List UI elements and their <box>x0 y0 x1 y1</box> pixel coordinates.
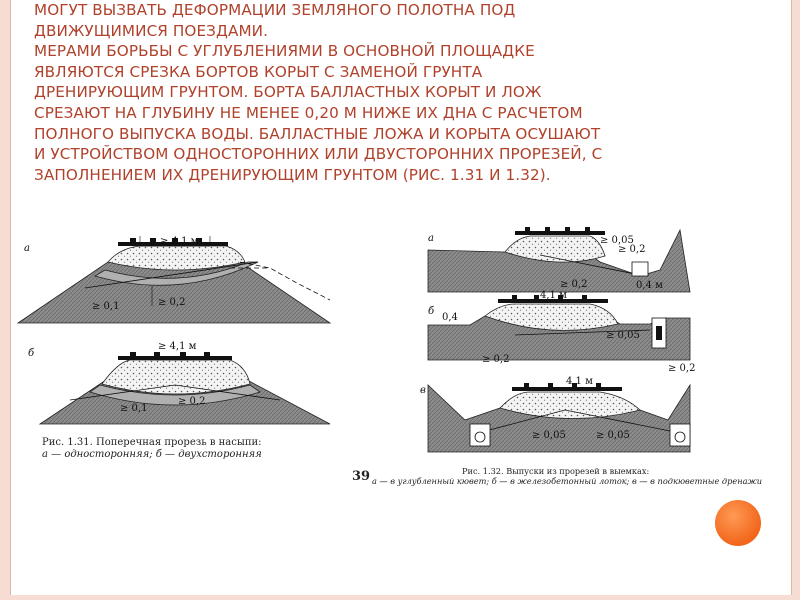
fig131-b-label: б <box>28 348 35 359</box>
fig132-a-slope02b: ≥ 0,2 <box>560 279 588 290</box>
fig132-a-slope02: ≥ 0,2 <box>618 244 646 255</box>
fig131-a-diagram <box>18 236 330 323</box>
fig131-a-width: ≥ 4,1 м <box>160 236 199 247</box>
text-line: СРЕЗАЮТ НА ГЛУБИНУ НЕ МЕНЕЕ 0,20 М НИЖЕ ИХ ДНА С РАСЧЕТОМ <box>34 103 583 122</box>
fig131-caption-line2: а — односторонняя; б — двухсторонняя <box>42 449 262 460</box>
fig132-v-label: в <box>420 385 426 396</box>
text-line: И УСТРОЙСТВОМ ОДНОСТОРОННИХ ИЛИ ДВУСТОРОННИХ ПРОРЕЗЕЙ, С <box>34 145 603 164</box>
fig132-v-diagram <box>420 376 690 452</box>
fig132-b-slope02: ≥ 0,2 <box>482 354 510 365</box>
text-line: ЯВЛЯЮТСЯ СРЕЗКА БОРТОВ КОРЫТ С ЗАМЕНОЙ ГРУНТА <box>34 62 483 81</box>
fig131-b-diagram <box>28 341 330 424</box>
fig131-a-slope01: ≥ 0,1 <box>92 301 120 312</box>
text-line: ДВИЖУЩИМИСЯ ПОЕЗДАМИ. <box>34 21 269 40</box>
fig132-b-label: б <box>428 306 435 317</box>
fig131-caption-line1: Рис. 1.31. Поперечная прорезь в насыпи: <box>42 437 262 448</box>
text-line: МЕРАМИ БОРЬБЫ С УГЛУБЛЕНИЯМИ В ОСНОВНОЙ ПЛОЩАДКЕ <box>34 42 535 61</box>
fig132-caption <box>372 466 772 486</box>
fig132-b-diagram <box>428 290 695 374</box>
fig132-b-slope005: ≥ 0,05 <box>606 330 640 341</box>
page-number: 39 <box>352 469 371 484</box>
fig132-a-depth: 0,4 м <box>636 280 663 291</box>
fig132-b-slope02b: ≥ 0,2 <box>668 363 696 374</box>
fig132-v-slope005a: ≥ 0,05 <box>532 430 566 441</box>
fig132-a-label: а <box>428 233 434 244</box>
text-line: МОГУТ ВЫЗВАТЬ ДЕФОРМАЦИИ ЗЕМЛЯНОГО ПОЛОТНА ПОД <box>34 1 516 19</box>
fig132-caption-line2: а — в углубленный кювет; б — в железобетонный лоток; в — в подкюветные дренажи <box>372 476 763 486</box>
fig132-v-width: 4,1 м <box>566 376 593 387</box>
fig132-a-diagram <box>428 227 690 292</box>
fig131-b-slope01: ≥ 0,1 <box>120 403 148 414</box>
fig132-caption-line1: Рис. 1.32. Выпуски из прорезей в выемках: <box>462 466 650 476</box>
fig132-v-slope005b: ≥ 0,05 <box>596 430 630 441</box>
text-line: ПОЛНОГО ВЫПУСКА ВОДЫ. БАЛЛАСТНЫЕ ЛОЖА И КОРЫТА ОСУШАЮТ <box>34 124 601 143</box>
fig131-b-slope02: ≥ 0,2 <box>178 396 206 407</box>
text-line: ДРЕНИРУЮЩИМ ГРУНТОМ. БОРТА БАЛЛАСТНЫХ КОРЫТ И ЛОЖ <box>34 83 542 102</box>
text-line: ЗАПОЛНЕНИЕМ ИХ ДРЕНИРУЮЩИМ ГРУНТОМ (РИС. 1.31 И 1.32). <box>34 165 551 184</box>
fig131-a-label: а <box>24 243 30 254</box>
fig132-b-width: 4,1 м <box>540 290 567 301</box>
fig132-a-slope005: ≥ 0,05 <box>600 235 634 246</box>
fig131-a-slope02: ≥ 0,2 <box>158 297 186 308</box>
fig131-b-width: ≥ 4,1 м <box>158 341 197 352</box>
fig132-b-width04: 0,4 <box>442 312 458 323</box>
fig131-caption <box>42 437 262 461</box>
decorative-circle <box>715 500 761 546</box>
